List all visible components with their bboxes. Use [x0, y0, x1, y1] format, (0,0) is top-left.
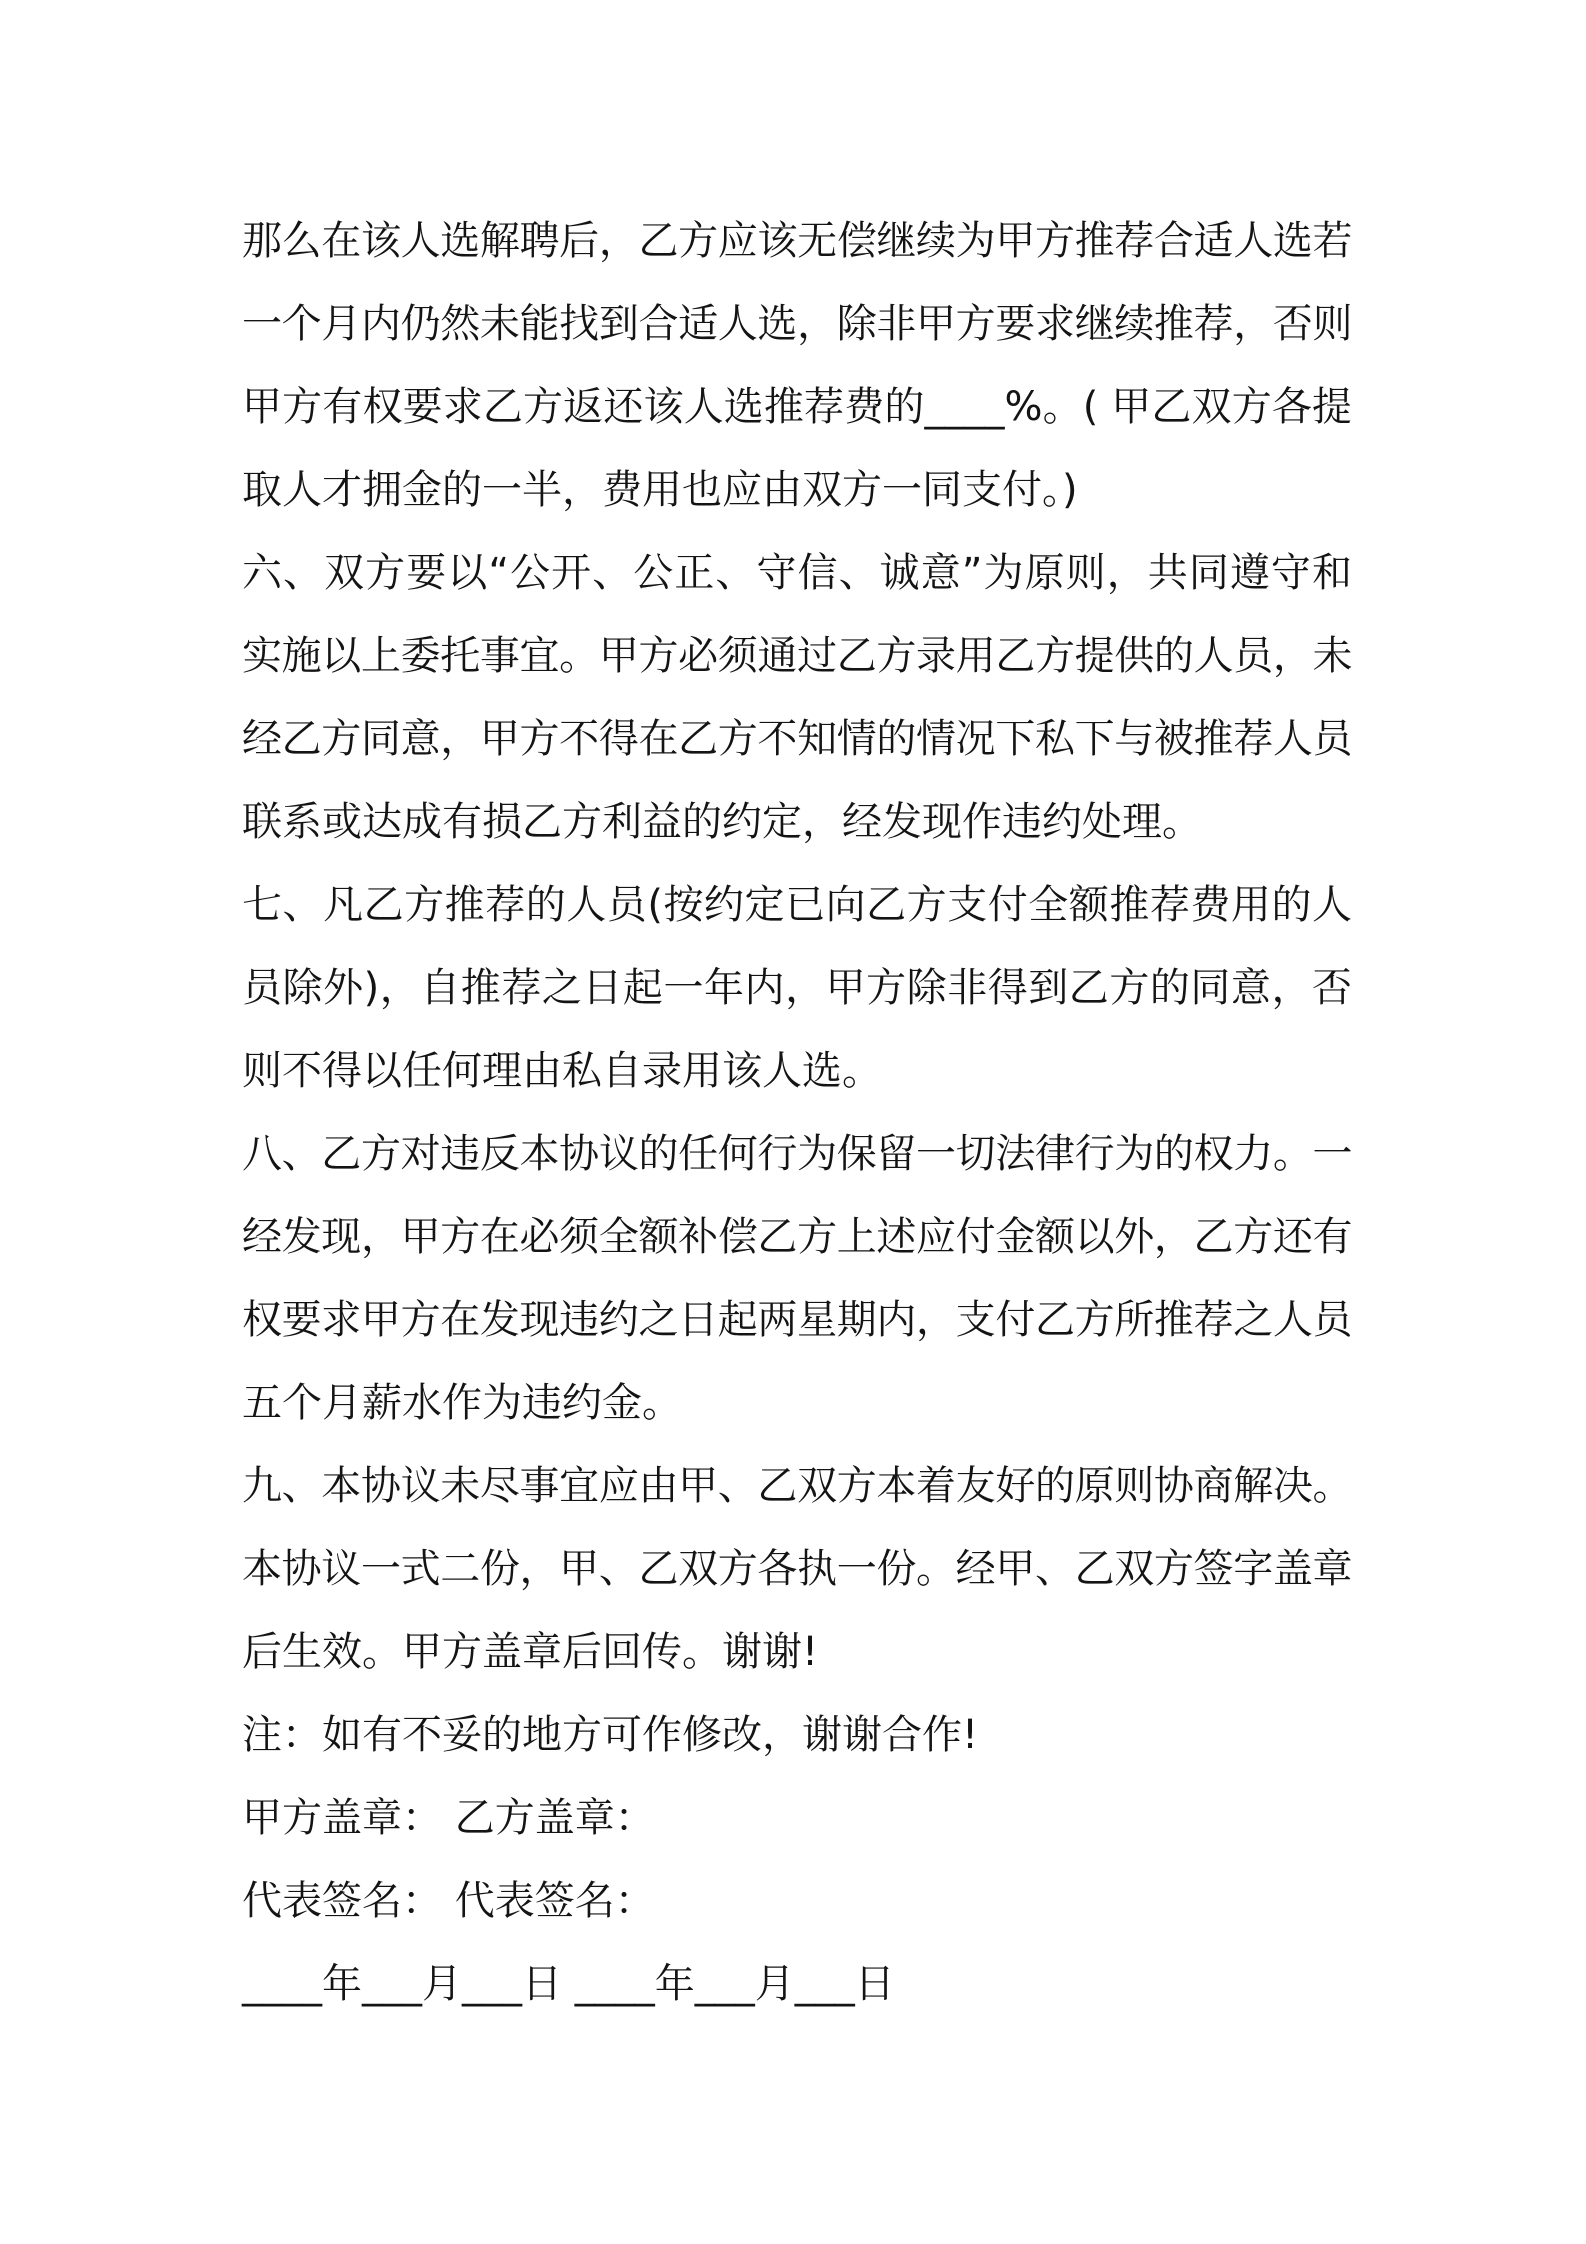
clause-8-line-3: 权要求甲方在发现违约之日起两星期内，支付乙方所推荐之人员	[242, 1297, 1352, 1343]
seal-line: 甲方盖章： 乙方盖章：	[242, 1795, 655, 1841]
paragraph-5-line-1: 那么在该人选解聘后，乙方应该无偿继续为甲方推荐合适人选若	[242, 218, 1352, 264]
clause-9-line-1: 九、本协议未尽事宜应由甲、乙双方本着友好的原则协商解决。	[242, 1463, 1352, 1509]
clause-8-line-2: 经发现，甲方在必须全额补偿乙方上述应付金额以外，乙方还有	[242, 1214, 1352, 1260]
clause-6-line-2: 实施以上委托事宜。甲方必须通过乙方录用乙方提供的人员，未	[242, 633, 1352, 679]
clause-9-line-3: 后生效。甲方盖章后回传。谢谢!	[242, 1629, 819, 1675]
document-body	[242, 200, 1352, 2026]
clause-6-line-4: 联系或达成有损乙方利益的约定，经发现作违约处理。	[242, 799, 1202, 845]
signature-line: 代表签名： 代表签名：	[242, 1878, 655, 1924]
paragraph-5-line-4: 取人才拥金的一半，费用也应由双方一同支付。)	[242, 467, 1078, 513]
clause-8-line-1: 八、乙方对违反本协议的任何行为保留一切法律行为的权力。一	[242, 1131, 1352, 1177]
clause-9-line-2: 本协议一式二份，甲、乙双方各执一份。经甲、乙双方签字盖章	[242, 1546, 1352, 1592]
paragraph-5-line-2: 一个月内仍然未能找到合适人选，除非甲方要求继续推荐，否则	[242, 301, 1352, 347]
clause-6-line-1: 六、双方要以“公开、公正、守信、诚意”为原则，共同遵守和	[242, 550, 1352, 596]
clause-6-line-3: 经乙方同意，甲方不得在乙方不知情的情况下私下与被推荐人员	[242, 716, 1352, 762]
clause-8-line-4: 五个月薪水作为违约金。	[242, 1380, 682, 1426]
paragraph-5-line-3: 甲方有权要求乙方返还该人选推荐费的____%。( 甲乙双方各提	[242, 384, 1352, 430]
clause-7-line-2: 员除外)，自推荐之日起一年内，甲方除非得到乙方的同意，否	[242, 965, 1352, 1011]
date-line: ____年___月___日 ____年___月___日	[242, 1961, 895, 2007]
note-line: 注：如有不妥的地方可作修改，谢谢合作!	[242, 1712, 979, 1758]
clause-7-line-1: 七、凡乙方推荐的人员(按约定已向乙方支付全额推荐费用的人	[242, 882, 1352, 928]
clause-7-line-3: 则不得以任何理由私自录用该人选。	[242, 1048, 882, 1094]
